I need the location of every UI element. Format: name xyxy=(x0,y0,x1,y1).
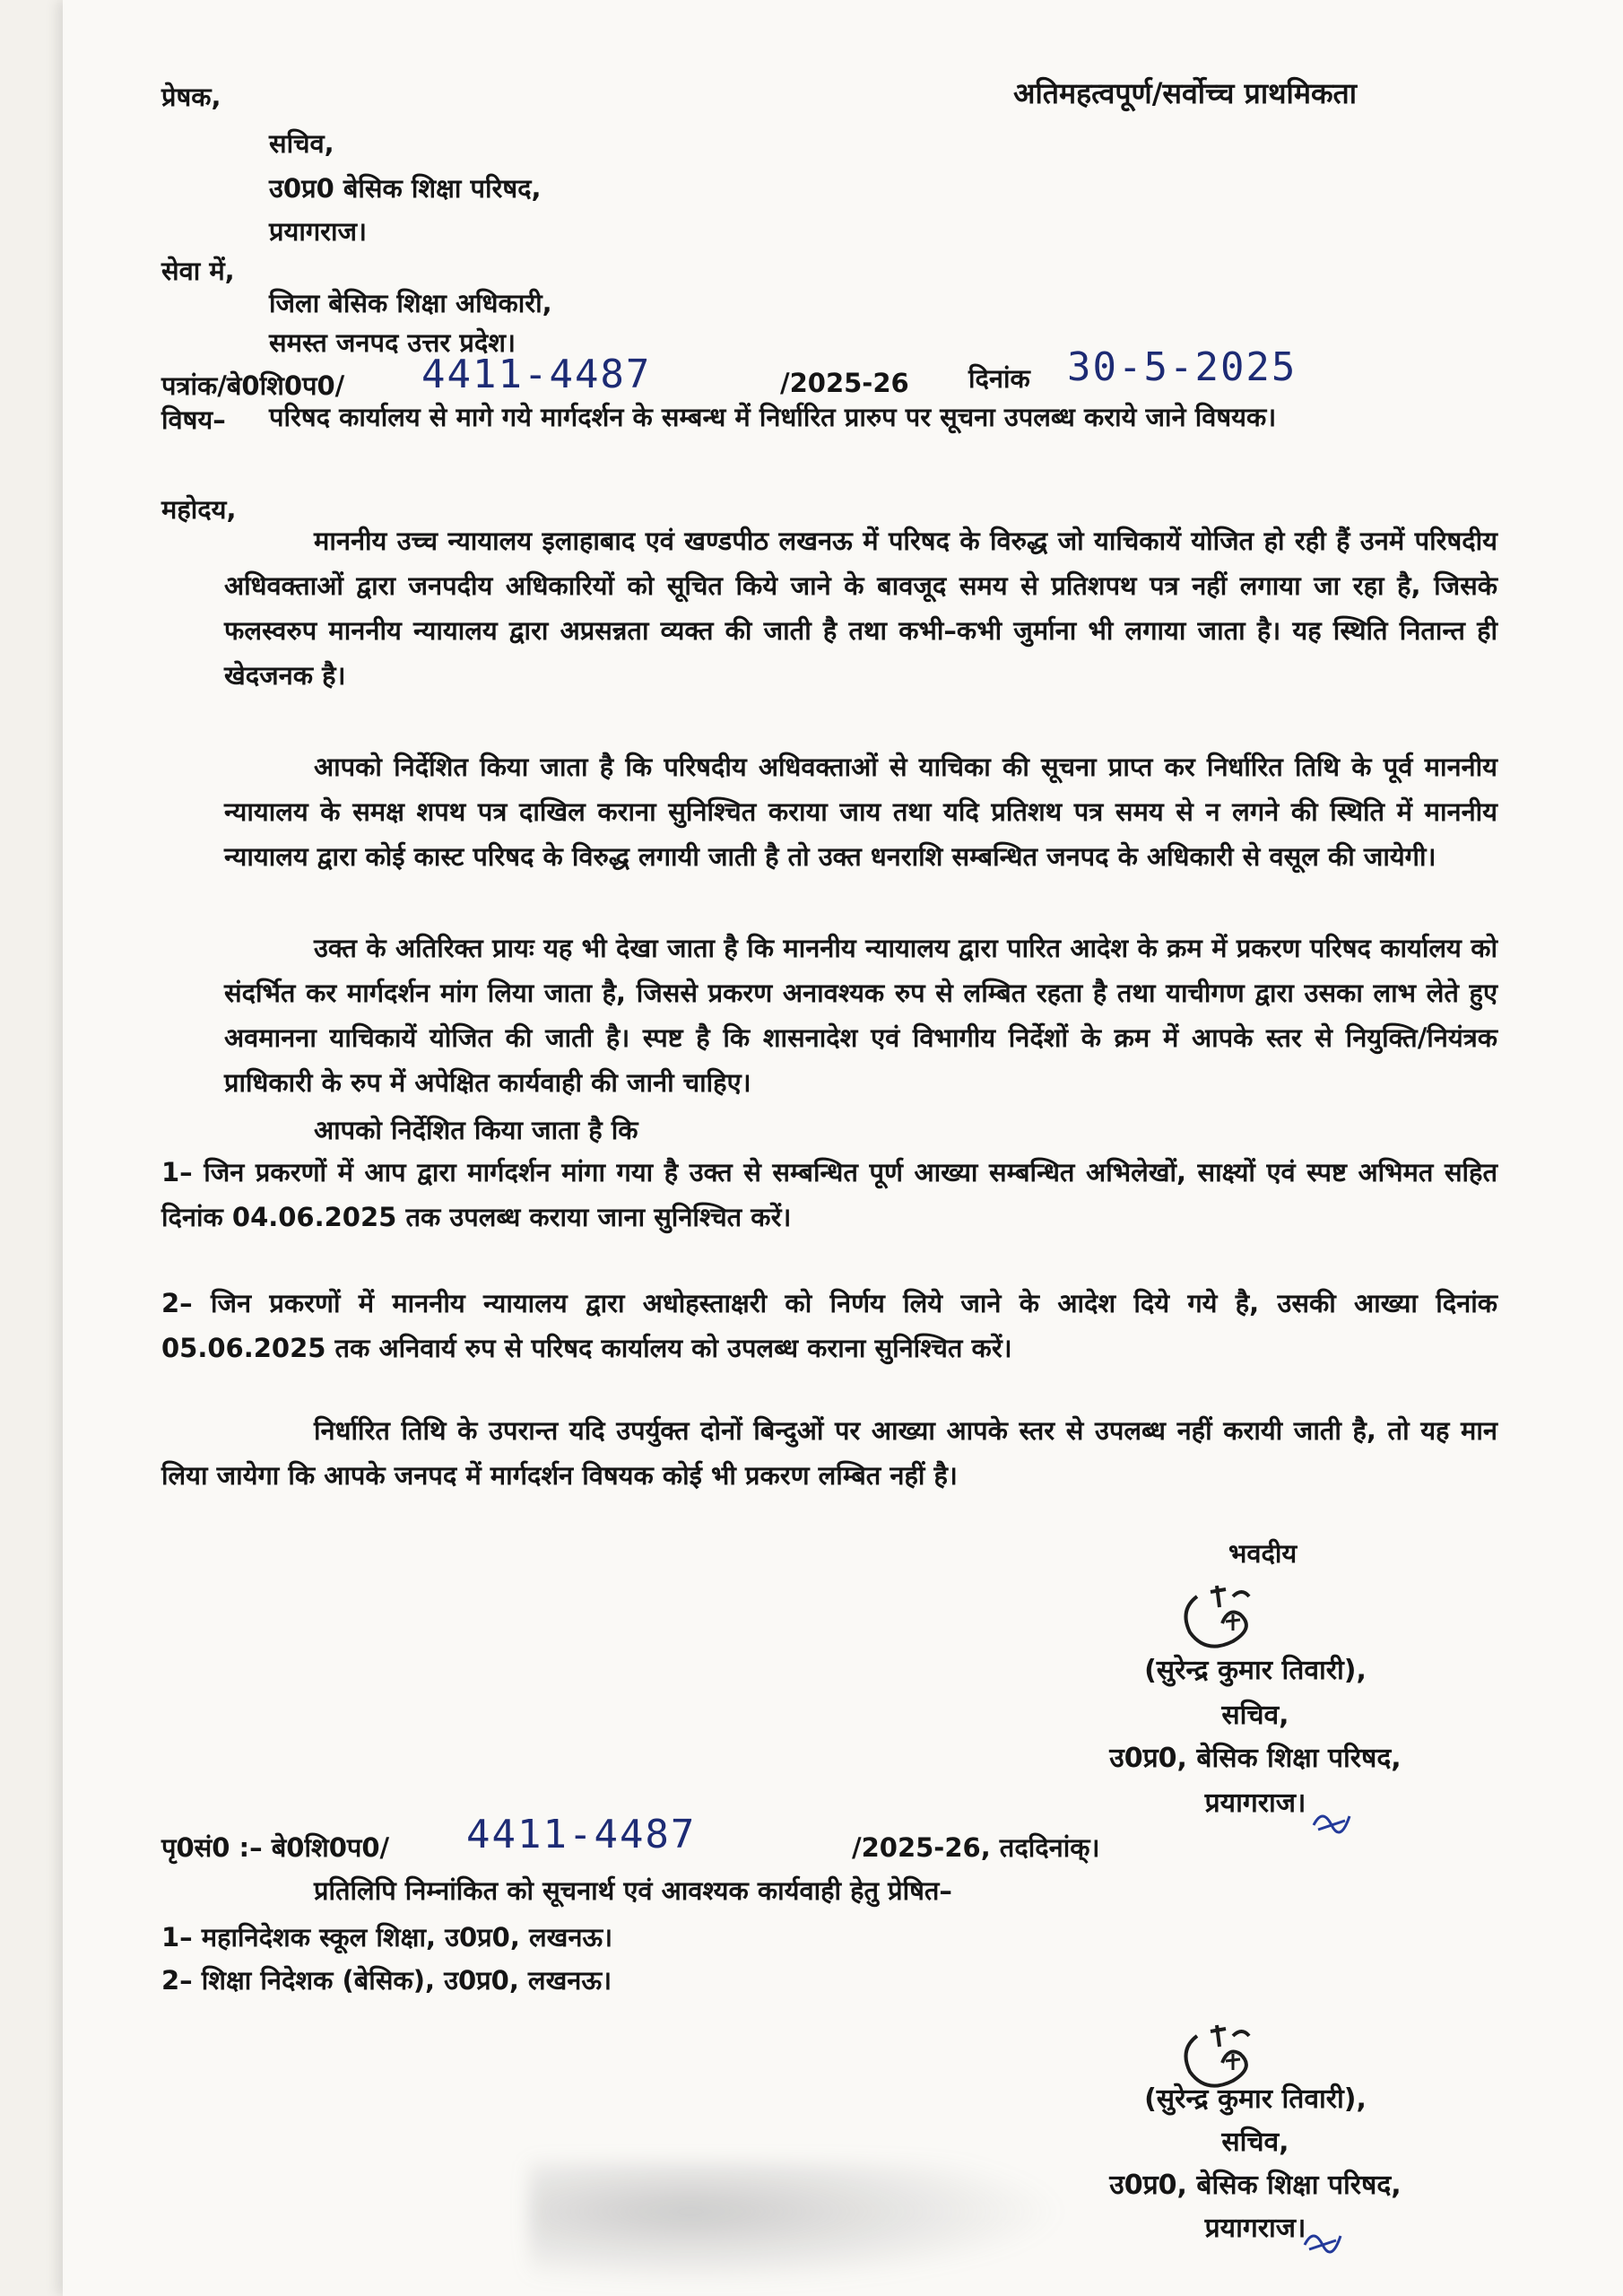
date-handwritten: 30-5-2025 xyxy=(1067,344,1298,390)
priority-label: अतिमहत्वपूर्ण/सर्वोच्च प्राथमिकता xyxy=(1013,76,1358,110)
sender-line-2: उ0प्र0 बेसिक शिक्षा परिषद, xyxy=(269,173,542,204)
ref-year: /2025-26 xyxy=(780,368,909,398)
directive-line: आपको निर्देशित किया जाता है कि xyxy=(314,1115,638,1145)
endorsement-number-handwritten: 4411-4487 xyxy=(466,1812,697,1857)
date-label: दिनांक xyxy=(968,363,1030,394)
point-1: 1– जिन प्रकरणों में आप द्वारा मार्गदर्शन मांगा गया है उक्त से सम्बन्धित पूर्ण आख्या सम्बन्धित अभिलेखों, साक्ष्यों एवं स्पष्ट अभिमत सहित दिनांक 04.06.2025 तक उपलब्ध कराया जाना सुनिश्चित करें। xyxy=(161,1157,1497,1232)
endorsement-prefix: पृ0सं0 :– बे0शि0प0/ xyxy=(161,1832,390,1863)
signatory-name: (सुरेन्द्र कुमार तिवारी), xyxy=(1144,1655,1367,1686)
scan-smudge xyxy=(529,2161,1067,2287)
letter-page xyxy=(63,0,1623,2296)
paragraph-3: उक्त के अतिरिक्त प्रायः यह भी देखा जाता है कि माननीय न्यायालय द्वारा पारित आदेश के क्रम में प्रकरण परिषद कार्यालय को संदर्भित कर मार्गदर्शन मांग लिया जाता है, जिससे प्रकरण अनावश्यक रुप से लम्बित रहता है तथा याचीगण द्वारा उसका लाभ लेते हुए अवमानना याचिकायें योजित की जाती है। स्पष्ट है कि शासनादेश एवं विभागीय निर्देशों के क्रम में आपके स्तर से नियुक्ति/नियंत्रक प्राधिकारी के रुप में अपेक्षित कार्यवाही की जानी चाहिए। xyxy=(224,933,1497,1098)
subject-label: विषय– xyxy=(161,404,226,435)
salutation: महोदय, xyxy=(161,494,237,525)
signatory-2-name: (सुरेन्द्र कुमार तिवारी), xyxy=(1144,2083,1367,2115)
initials-mark-1 xyxy=(1309,1803,1354,1839)
signatory-office: उ0प्र0, बेसिक शिक्षा परिषद, xyxy=(1109,1743,1402,1774)
endorsement-intro: प्रतिलिपि निम्नांकित को सूचनार्थ एवं आवश्यक कार्यवाही हेतु प्रेषित– xyxy=(314,1875,952,1906)
to-label: सेवा में, xyxy=(161,256,235,286)
signatory-title: सचिव, xyxy=(1221,1700,1289,1731)
signatory-2-title: सचिव, xyxy=(1221,2126,1289,2158)
sender-line-3: प्रयागराज। xyxy=(269,216,368,247)
signature-1-image xyxy=(1170,1570,1278,1659)
subject-text: परिषद कार्यालय से मागे गये मार्गदर्शन के सम्बन्ध में निर्धारित प्रारुप पर सूचना उपलब्ध कराये जाने विषयक। xyxy=(269,402,1277,432)
ref-number-handwritten: 4411-4487 xyxy=(421,352,652,397)
endorsement-suffix: /2025-26, तददिनांक्। xyxy=(852,1832,1100,1863)
signatory-city: प्रयागराज। xyxy=(1204,1787,1306,1819)
paragraph-1: माननीय उच्च न्यायालय इलाहाबाद एवं खण्डपीठ लखनऊ में परिषद के विरुद्ध जो याचिकायें योजित हो रही हैं उनमें परिषदीय अधिवक्ताओं द्वारा जनपदीय अधिकारियों को सूचित किये जाने के बावजूद समय से प्रतिशपथ पत्र नहीं लगाया जा रहा है, जिसके फलस्वरुप माननीय न्यायालय द्वारा अप्रसन्नता व्यक्त की जाती है तथा कभी–कभी जुर्माना भी लगाया जाता है। यह स्थिति नितान्त ही खेदजनक है। xyxy=(224,526,1497,691)
yours-faithfully: भवदीय xyxy=(1228,1538,1298,1569)
sender-label: प्रेषक, xyxy=(161,82,221,112)
initials-mark-2 xyxy=(1300,2222,1345,2258)
recipient-line-2: समस्त जनपद उत्तर प्रदेश। xyxy=(269,327,516,358)
sender-line-1: सचिव, xyxy=(269,128,334,159)
copy-to-item-1: 1– महानिदेशक स्कूल शिक्षा, उ0प्र0, लखनऊ। xyxy=(161,1922,613,1952)
closing-paragraph: निर्धारित तिथि के उपरान्त यदि उपर्युक्त दोनों बिन्दुओं पर आख्या आपके स्तर से उपलब्ध नहीं करायी जाती है, तो यह मान लिया जायेगा कि आपके जनपद में मार्गदर्शन विषयक कोई भी प्रकरण लम्बित नहीं है। xyxy=(161,1415,1497,1491)
signatory-2-office: उ0प्र0, बेसिक शिक्षा परिषद, xyxy=(1109,2170,1402,2201)
ref-prefix: पत्रांक/बे0शि0प0/ xyxy=(161,370,345,401)
paragraph-2: आपको निर्देशित किया जाता है कि परिषदीय अधिवक्ताओं से याचिका की सूचना प्राप्त कर निर्धारित तिथि के पूर्व माननीय न्यायालय के समक्ष शपथ पत्र दाखिल कराना सुनिश्चित कराया जाय तथा यदि प्रतिशथ पत्र समय से न लगने की स्थिति में माननीय न्यायालय द्वारा कोई कास्ट परिषद के विरुद्ध लगायी जाती है तो उक्त धनराशि सम्बन्धित जनपद के अधिकारी से वसूल की जायेगी। xyxy=(224,752,1497,872)
copy-to-item-2: 2– शिक्षा निदेशक (बेसिक), उ0प्र0, लखनऊ। xyxy=(161,1965,612,1996)
point-2: 2– जिन प्रकरणों में माननीय न्यायालय द्वारा अधोहस्ताक्षरी को निर्णय लिये जाने के आदेश दिये गये है, उसकी आख्या दिनांक 05.06.2025 तक अनिवार्य रुप से परिषद कार्यालय को उपलब्ध कराना सुनिश्चित करें। xyxy=(161,1288,1497,1363)
signatory-2-city: प्रयागराज। xyxy=(1204,2213,1306,2244)
recipient-line-1: जिला बेसिक शिक्षा अधिकारी, xyxy=(269,288,552,318)
